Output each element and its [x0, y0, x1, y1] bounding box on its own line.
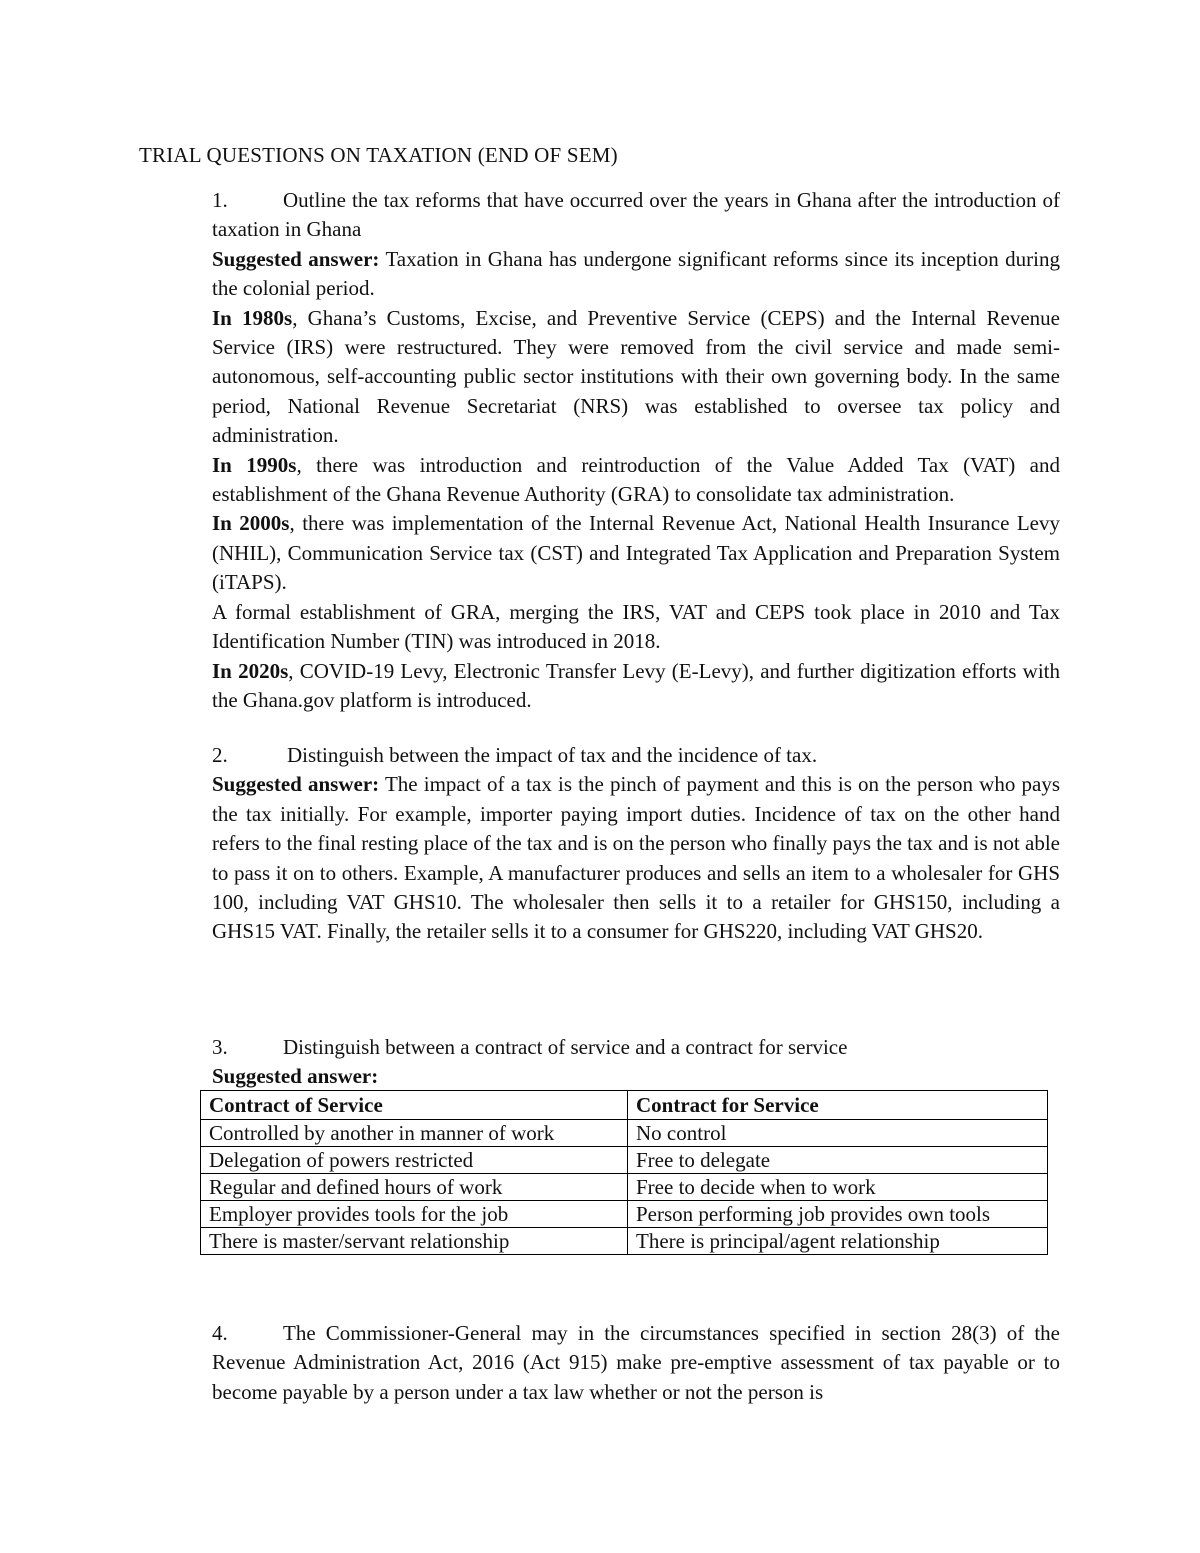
question-3-text — [212, 1033, 1060, 1062]
question-3-answer-label — [212, 1062, 1060, 1091]
suggested-answer-label: Suggested answer: — [212, 246, 380, 271]
decade-text: , there was implementation of the Internal Revenue Act, National Health Insurance Levy (NHIL), Communication Service tax (CST) and Integrated Tax Application and Preparation System (iTAPS). — [212, 511, 1060, 595]
table-cell: No control — [628, 1120, 1048, 1147]
table-cell: Regular and defined hours of work — [201, 1174, 628, 1201]
question-2-text — [212, 741, 1060, 770]
reform-2000s — [212, 509, 1060, 597]
reform-1990s — [212, 451, 1060, 510]
table-cell: Delegation of powers restricted — [201, 1147, 628, 1174]
question-2-number: 2. — [212, 743, 228, 767]
decade-text: , Ghana’s Customs, Excise, and Preventive Service (CEPS) and the Internal Revenue Service (IRS) were restructured. They were removed from the civil service and made semi-autonomous, self-accounting public sector institutions with their own governing body. In the same period, National Revenue Secretariat (NRS) was established to oversee tax policy and administration. — [212, 305, 1060, 448]
table-row — [201, 1120, 1048, 1147]
decade-label: In 1980s — [212, 305, 293, 330]
contract-comparison-table — [200, 1090, 1048, 1255]
question-2-prompt: Distinguish between the impact of tax and the incidence of tax. — [287, 743, 818, 767]
table-row — [201, 1228, 1048, 1255]
suggested-answer-label: Suggested answer: — [212, 1064, 379, 1089]
reform-1980s — [212, 304, 1060, 451]
question-3 — [212, 1033, 1060, 1092]
decade-text: , COVID-19 Levy, Electronic Transfer Levy (E-Levy), and further digitization efforts with the Ghana.gov platform is introduced. — [212, 658, 1060, 712]
table-cell: There is master/servant relationship — [201, 1228, 628, 1255]
table-cell: Employer provides tools for the job — [201, 1201, 628, 1228]
table-cell: Free to delegate — [628, 1147, 1048, 1174]
table-row — [201, 1174, 1048, 1201]
answer-text: Taxation in Ghana has undergone significant reforms since its inception during the colonial period. — [212, 246, 1060, 301]
table-cell: Person performing job provides own tools — [628, 1201, 1048, 1228]
table-cell: Controlled by another in manner of work — [201, 1120, 628, 1147]
question-1-answer-intro — [212, 245, 1060, 304]
question-2-answer — [212, 770, 1060, 946]
answer-text: The impact of a tax is the pinch of payment and this is on the person who pays the tax initially. For example, importer paying import duties. Incidence of tax on the other hand refers to the final resting place of the tax and is on the person who finally pays the tax and is not able to pass it on to others. Example, A manufacturer produces and sells an item to a wholesaler for GHS 100, including VAT GHS10. The wholesaler then sells it to a retailer for GHS150, including a GHS15 VAT. Finally, the retailer sells it to a consumer for GHS220, including VAT GHS20. — [212, 772, 1060, 944]
table-cell: There is principal/agent relationship — [628, 1228, 1048, 1255]
reform-gra: A formal establishment of GRA, merging the IRS, VAT and CEPS took place in 2010 and Tax Identification Number (TIN) was introduced in 2018. — [212, 599, 1060, 654]
question-4-text — [212, 1319, 1060, 1407]
page-title: TRIAL QUESTIONS ON TAXATION (END OF SEM) — [139, 143, 618, 167]
question-4-prompt: The Commissioner-General may in the circumstances specified in section 28(3) of the Revenue Administration Act, 2016 (Act 915) make pre-emptive assessment of tax payable or to become payable by a person under a tax law whether or not the person is — [212, 1321, 1060, 1404]
decade-label: In 2020s — [212, 658, 289, 683]
table-header-cell: Contract of Service — [201, 1091, 628, 1120]
question-4 — [212, 1319, 1060, 1407]
table-cell: Free to decide when to work — [628, 1174, 1048, 1201]
reform-2020s — [212, 657, 1060, 716]
decade-label: In 1990s — [212, 452, 297, 477]
table-header-row — [201, 1091, 1048, 1120]
question-1-number: 1. — [212, 188, 228, 212]
question-1-prompt: Outline the tax reforms that have occurred over the years in Ghana after the introduction of taxation in Ghana — [212, 188, 1060, 242]
decade-text: , there was introduction and reintroduction of the Value Added Tax (VAT) and establishment of the Ghana Revenue Authority (GRA) to consolidate tax administration. — [212, 452, 1060, 507]
table-header-cell: Contract for Service — [628, 1091, 1048, 1120]
suggested-answer-label: Suggested answer: — [212, 772, 380, 797]
question-1 — [212, 186, 1060, 715]
table-row — [201, 1201, 1048, 1228]
table-row — [201, 1147, 1048, 1174]
question-3-prompt: Distinguish between a contract of service and a contract for service — [283, 1035, 848, 1059]
decade-label: In 2000s — [212, 511, 290, 536]
question-1-text — [212, 186, 1060, 245]
question-2 — [212, 741, 1060, 947]
question-3-number: 3. — [212, 1035, 228, 1059]
question-4-number: 4. — [212, 1321, 228, 1345]
